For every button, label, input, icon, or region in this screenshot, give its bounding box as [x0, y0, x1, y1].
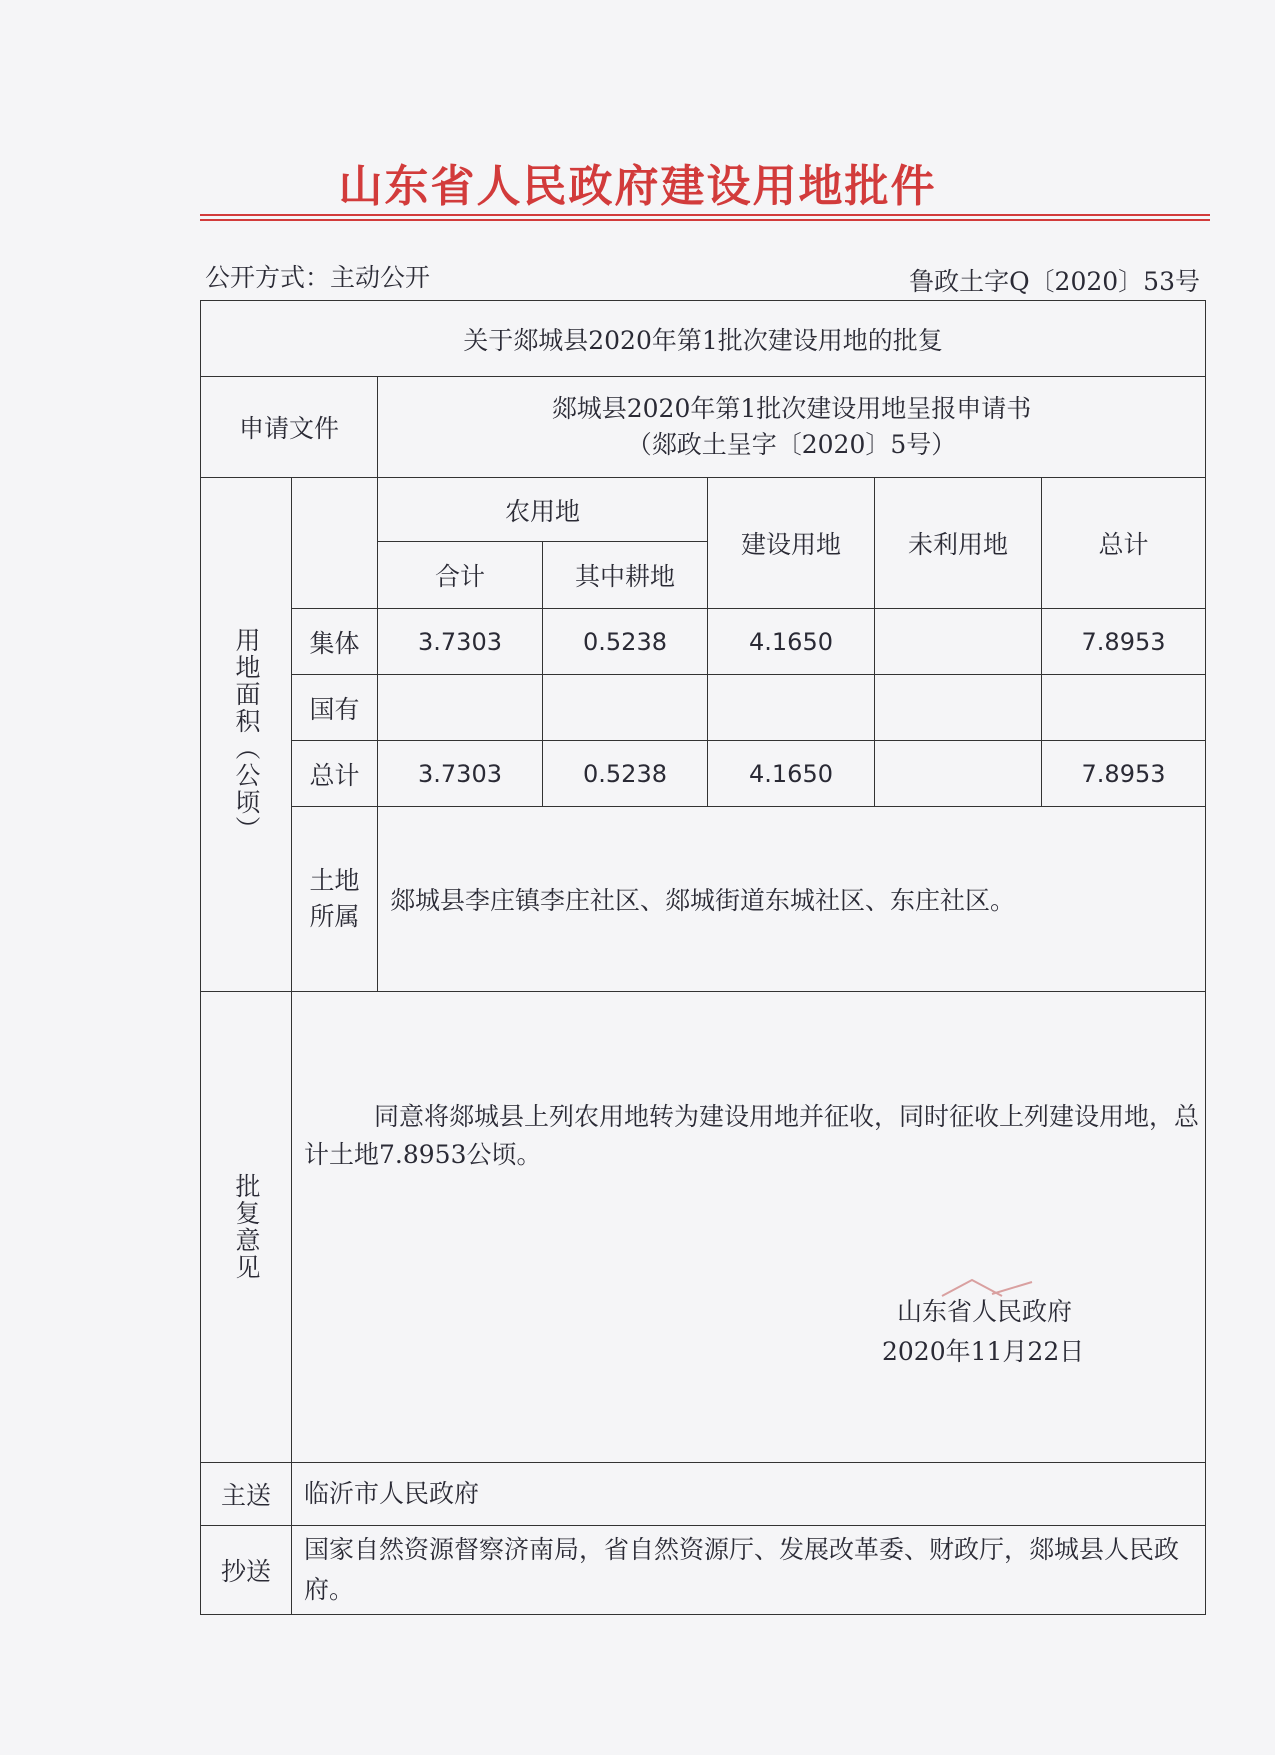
cell-unused: [875, 675, 1042, 741]
cell-total: [1042, 675, 1206, 741]
disclosure-method: 公开方式：主动公开: [205, 263, 431, 292]
cell-total: 7.8953: [1042, 609, 1206, 675]
main-recipient-value: 临沂市人民政府: [292, 1463, 1206, 1526]
title-rule-top: [200, 214, 1210, 216]
header-agri-total: 合计: [378, 542, 543, 609]
cell-arable: 0.5238: [543, 741, 708, 807]
cell-construction: [708, 675, 875, 741]
approval-table: [200, 300, 1206, 1615]
application-label: 申请文件: [201, 377, 378, 478]
approval-content: [292, 992, 1206, 1463]
header-total: 总计: [1042, 478, 1206, 609]
table-row: [201, 675, 1206, 741]
land-owner-value: 郯城县李庄镇李庄社区、郯城街道东城社区、东庄社区。: [378, 807, 1206, 992]
row-label: 总计: [292, 741, 378, 807]
cell-construction: 4.1650: [708, 609, 875, 675]
signature-organization: 山东省人民政府: [897, 1297, 1073, 1326]
cell-arable: [543, 675, 708, 741]
header-construction: 建设用地: [708, 478, 875, 609]
cell-construction: 4.1650: [708, 741, 875, 807]
table-row: [201, 741, 1206, 807]
application-row: [201, 377, 1206, 478]
cell-total: 7.8953: [1042, 741, 1206, 807]
cc-row: [201, 1526, 1206, 1615]
signature-date: 2020年11月22日: [882, 1337, 1085, 1366]
subject-row: [201, 301, 1206, 377]
document-number: 鲁政土字Q〔2020〕53号: [909, 267, 1200, 296]
approval-text: 同意将郯城县上列农用地转为建设用地并征收，同时征收上列建设用地，总计土地7.8953公顷。: [304, 1102, 1200, 1169]
page-title: 山东省人民政府建设用地批件: [338, 161, 937, 212]
header-agri-arable: 其中耕地: [543, 542, 708, 609]
cell-unused: [875, 609, 1042, 675]
cell-agri-total: 3.7303: [378, 609, 543, 675]
cell-agri-total: 3.7303: [378, 741, 543, 807]
main-recipient-row: [201, 1463, 1206, 1526]
application-line-1: 郯城县2020年第1批次建设用地呈报申请书: [551, 394, 1032, 423]
main-recipient-label: 主送: [201, 1463, 292, 1526]
approval-row: [201, 992, 1206, 1463]
header-unused: 未利用地: [875, 478, 1042, 609]
header-blank: [292, 478, 378, 609]
land-owner-label-cell: [292, 807, 378, 992]
approval-label: 批复意见: [232, 1173, 261, 1281]
row-label: 国有: [292, 675, 378, 741]
application-document: [378, 377, 1206, 478]
subject-title: 关于郯城县2020年第1批次建设用地的批复: [201, 301, 1206, 377]
cc-value: 国家自然资源督察济南局，省自然资源厅、发展改革委、财政厅，郯城县人民政府。: [292, 1526, 1206, 1615]
table-row: [201, 609, 1206, 675]
area-header-row-1: [201, 478, 1206, 542]
cell-unused: [875, 741, 1042, 807]
area-section-label: [201, 478, 292, 992]
application-line-2: （郯政土呈字〔2020〕5号）: [626, 430, 957, 459]
cc-label: 抄送: [201, 1526, 292, 1615]
area-label: 用地面积（公顷）: [232, 626, 261, 843]
approval-label-cell: [201, 992, 292, 1463]
land-owner-row: [201, 807, 1206, 992]
title-rule-bottom: [200, 219, 1210, 221]
cell-agri-total: [378, 675, 543, 741]
row-label: 集体: [292, 609, 378, 675]
cell-arable: 0.5238: [543, 609, 708, 675]
header-agri: 农用地: [378, 478, 708, 542]
land-owner-label: 土地所属: [309, 866, 360, 931]
